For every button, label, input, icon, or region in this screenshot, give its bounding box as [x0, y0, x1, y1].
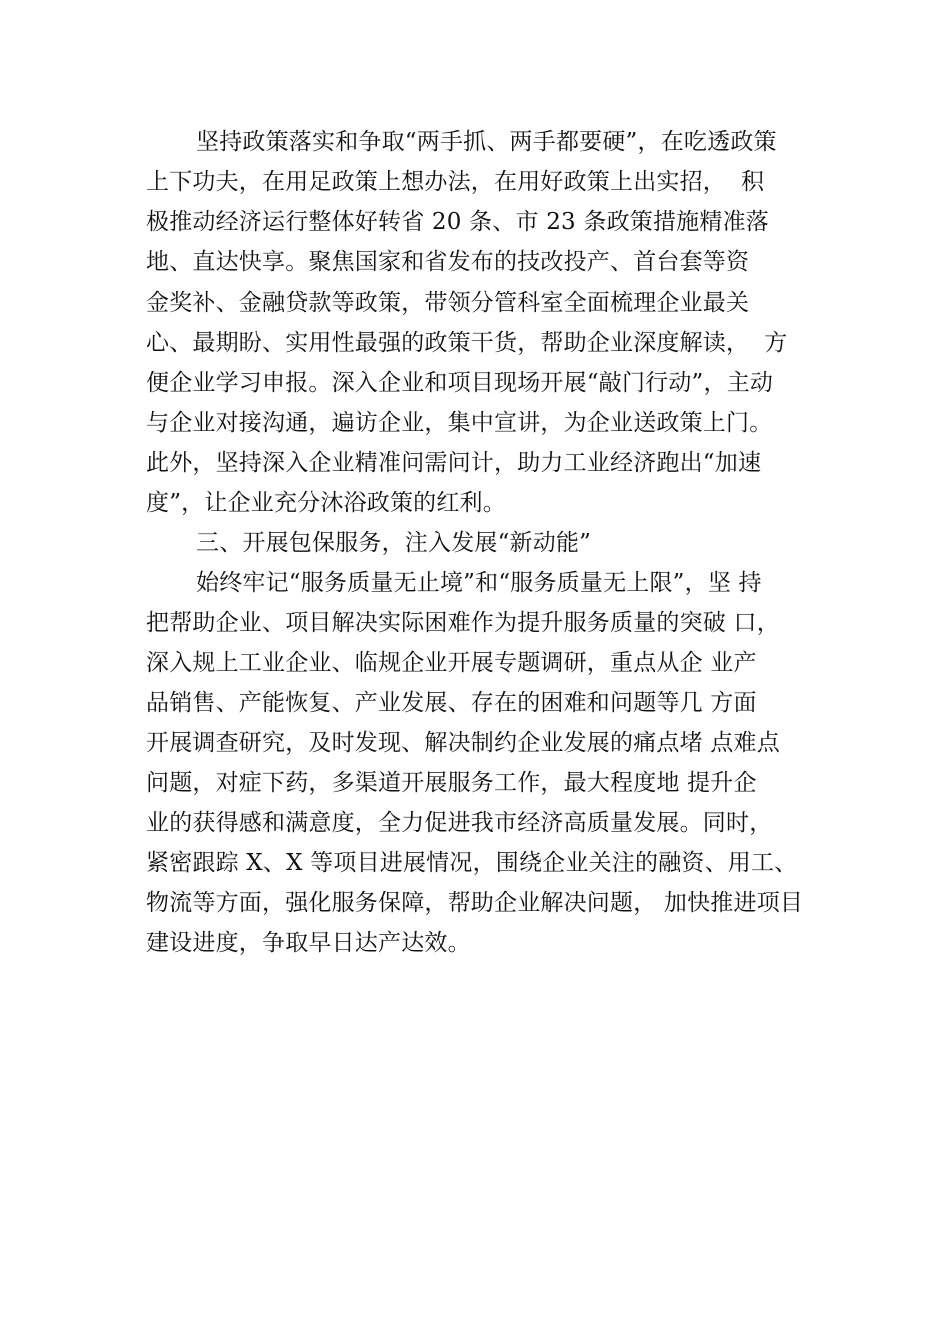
paragraph-1-line-4: 地、直达快享。聚焦国家和省发布的技改投产、首台套等资 — [146, 249, 750, 275]
paragraph-1-line-6: 心、最期盼、实用性最强的政策干货，帮助企业深度解读， 方 — [146, 330, 788, 356]
paragraph-2-line-7: 业的获得感和满意度，全力促进我市经济高质量发展。同时， — [146, 810, 773, 836]
paragraph-1-line-7: 便企业学习申报。深入企业和项目现场开展“敲门行动”，主动 — [146, 370, 774, 396]
paragraph-1-line-1: 坚持政策落实和争取“两手抓、两手都要硬”，在吃透政策 — [196, 129, 777, 155]
paragraph-2-line-9: 物流等方面，强化服务保障，帮助企业解决问题， 加快推进项目 — [146, 890, 804, 916]
paragraph-2-line-4: 品销售、产能恢复、产业发展、存在的困难和问题等几 方面 — [146, 690, 757, 716]
paragraph-2-line-6: 问题，对症下药，多渠道开展服务工作，最大程度地 提升企 — [146, 770, 757, 796]
paragraph-1-line-8: 与企业对接沟通，遍访企业，集中宣讲，为企业送政策上门。 — [146, 410, 773, 436]
paragraph-2-line-5: 开展调查研究，及时发现、解决制约企业发展的痛点堵 点难点 — [146, 730, 780, 756]
paragraph-2-line-3: 深入规上工业企业、临规企业开展专题调研，重点从企 业产 — [146, 650, 757, 676]
section-heading: 三、开展包保服务，注入发展“新动能” — [196, 530, 592, 556]
paragraph-2-line-2: 把帮助企业、项目解决实际困难作为提升服务质量的突破 口， — [146, 610, 780, 636]
paragraph-2-line-1: 始终牢记“服务质量无止境”和“服务质量无上限”，坚 持 — [196, 570, 762, 596]
paragraph-1-line-9: 此外，坚持深入企业精准问需问计，助力工业经济跑出“加速 — [146, 450, 762, 476]
paragraph-1-line-10: 度”，让企业充分沐浴政策的红利。 — [146, 490, 506, 516]
paragraph-1-line-3: 极推动经济运行整体好转省 20 条、市 23 条政策措施精准落 — [146, 209, 769, 235]
paragraph-1-line-5: 金奖补、金融贷款等政策，带领分管科室全面梳理企业最关 — [146, 290, 750, 316]
paragraph-2-line-8: 紧密跟踪 X、X 等项目进展情况，围绕企业关注的融资、用工、 — [146, 850, 798, 876]
paragraph-1-line-2: 上下功夫，在用足政策上想办法，在用好政策上出实招， 积 — [146, 169, 765, 195]
paragraph-2-line-10: 建设进度，争取早日达产达效。 — [146, 930, 471, 956]
